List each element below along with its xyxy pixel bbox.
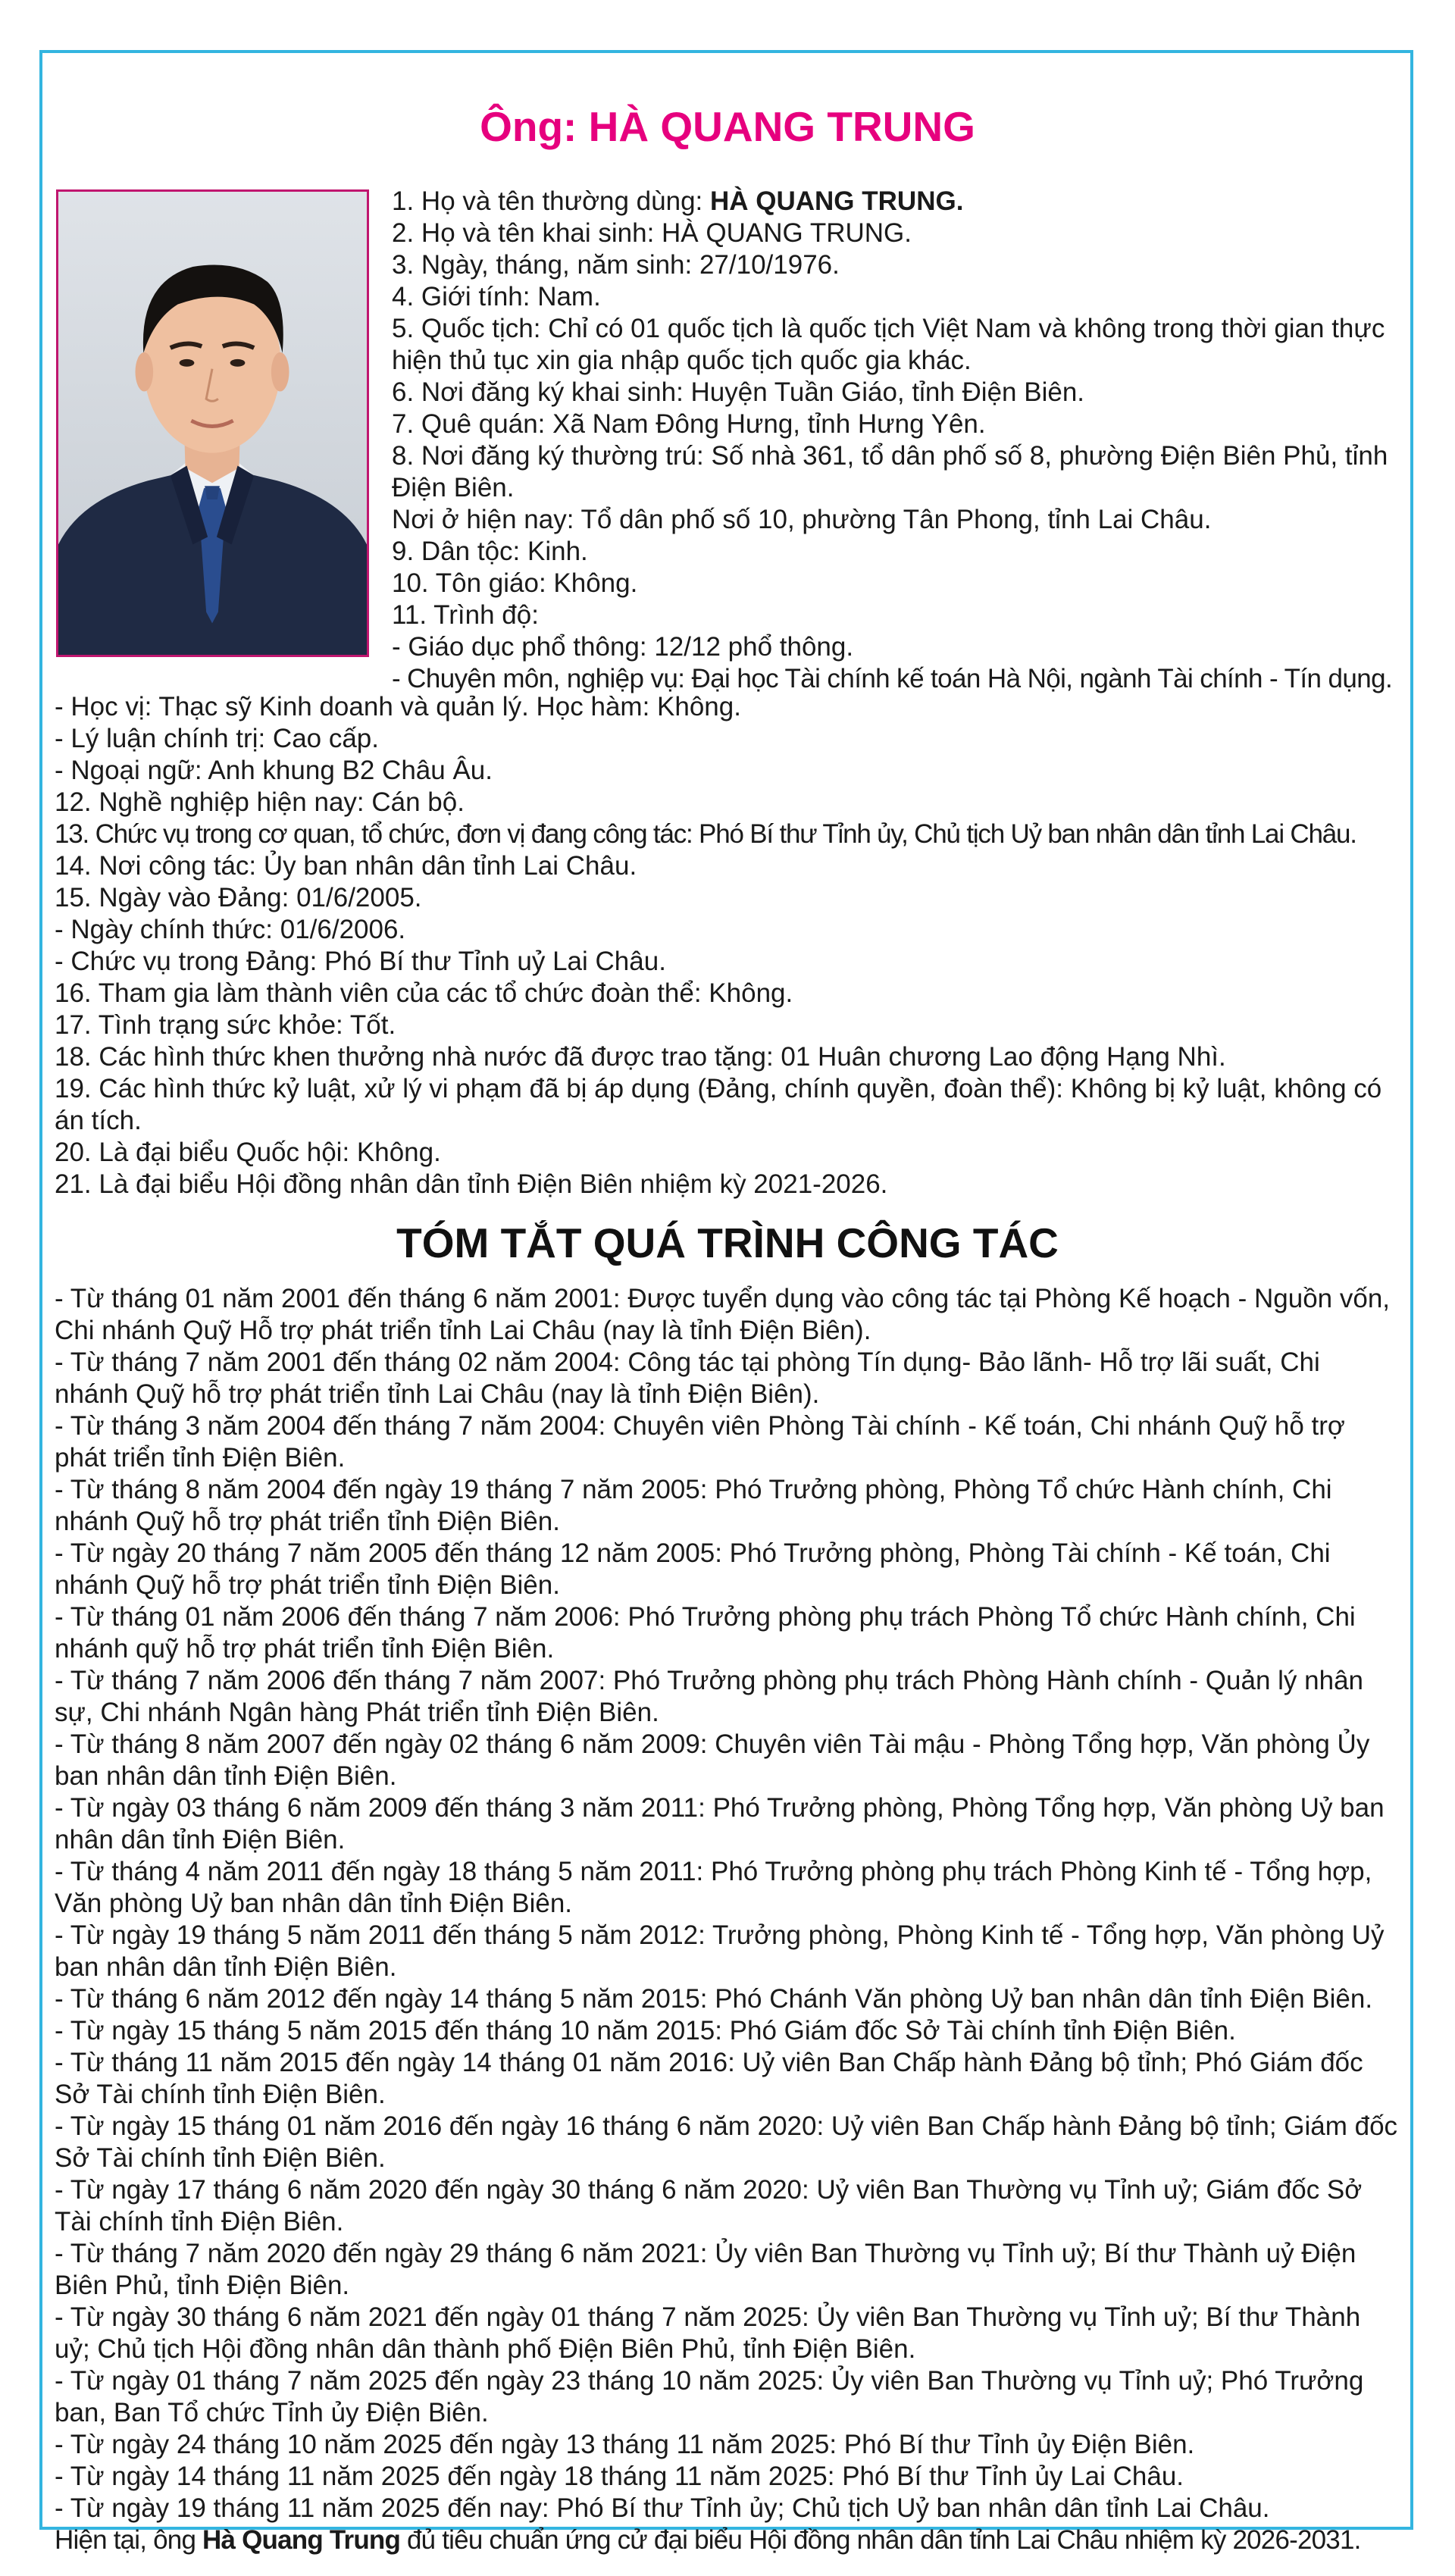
career-item: - Từ ngày 30 tháng 6 năm 2021 đến ngày 01 tháng 7 năm 2025: Ủy viên Ban Thường vụ Tỉnh uỷ; Bí thư Thành uỷ; Chủ tịch Hội đồng nhân dân thành phố Điện Biên Phủ, tỉnh Điện Biên. (55, 2302, 1361, 2364)
info-line-4: 4. Giới tính: Nam. (392, 282, 601, 311)
career-item: - Từ ngày 03 tháng 6 năm 2009 đến tháng 3 năm 2011: Phó Trưởng phòng, Phòng Tổng hợp, Văn phòng Uỷ ban nhân dân tỉnh Điện Biên. (55, 1793, 1385, 1855)
candidate-title: Ông: HÀ QUANG TRUNG (480, 103, 975, 150)
career-item: - Từ tháng 8 năm 2007 đến ngày 02 tháng 6 năm 2009: Chuyên viên Tài mậu - Phòng Tổng hợp, Văn phòng Ủy ban nhân dân tỉnh Điện Biên. (55, 1729, 1370, 1791)
career-item: - Từ ngày 19 tháng 11 năm 2025 đến nay: Phó Bí thư Tỉnh ủy; Chủ tịch Uỷ ban nhân dân tỉnh Lai Châu. (55, 2493, 1270, 2523)
career-item: - Từ tháng 7 năm 2020 đến ngày 29 tháng 6 năm 2021: Ủy viên Ban Thường vụ Tỉnh uỷ; Bí thư Thành uỷ Điện Biên Phủ, tỉnh Điện Biên. (55, 2239, 1356, 2300)
info-line-18: 18. Các hình thức khen thưởng nhà nước đã được trao tặng: 01 Huân chương Lao động Hạng Nhì. (55, 1042, 1226, 1072)
career-item: - Từ ngày 17 tháng 6 năm 2020 đến ngày 30 tháng 6 năm 2020: Uỷ viên Ban Thường vụ Tỉnh uỷ; Giám đốc Sở Tài chính tỉnh Điện Biên. (55, 2175, 1363, 2236)
career-item: - Từ ngày 14 tháng 11 năm 2025 đến ngày 18 tháng 11 năm 2025: Phó Bí thư Tỉnh ủy Lai Châu. (55, 2462, 1184, 2491)
info-line-16: 16. Tham gia làm thành viên của các tổ chức đoàn thể: Không. (55, 978, 793, 1008)
career-item: - Từ tháng 6 năm 2012 đến ngày 14 tháng 5 năm 2015: Phó Chánh Văn phòng Uỷ ban nhân dân tỉnh Điện Biên. (55, 1984, 1373, 2014)
info-line-degree: - Học vị: Thạc sỹ Kinh doanh và quản lý. Học hàm: Không. (55, 692, 741, 721)
info-line-2: 2. Họ và tên khai sinh: HÀ QUANG TRUNG. (392, 218, 912, 248)
career-heading: TÓM TẮT QUÁ TRÌNH CÔNG TÁC (396, 1219, 1059, 1266)
career-item: - Từ tháng 4 năm 2011 đến ngày 18 tháng 5 năm 2011: Phó Trưởng phòng phụ trách Phòng Kinh tế - Tổng hợp, Văn phòng Uỷ ban nhân dân tỉnh Điện Biên. (55, 1857, 1372, 1918)
career-item: - Từ ngày 15 tháng 01 năm 2016 đến ngày 16 tháng 6 năm 2020: Uỷ viên Ban Chấp hành Đảng bộ tỉnh; Giám đốc Sở Tài chính tỉnh Điện Biên. (55, 2111, 1398, 2173)
career-item: - Từ ngày 24 tháng 10 năm 2025 đến ngày 13 tháng 11 năm 2025: Phó Bí thư Tỉnh ủy Điện Biên. (55, 2430, 1195, 2459)
career-item: - Từ tháng 3 năm 2004 đến tháng 7 năm 2004: Chuyên viên Phòng Tài chính - Kế toán, Chi nhánh Quỹ hỗ trợ phát triển tỉnh Điện Biên. (55, 1411, 1345, 1473)
info-line-19: 19. Các hình thức kỷ luật, xử lý vi phạm đã bị áp dụng (Đảng, chính quyền, đoàn thể): Không bị kỷ luật, không có án tích. (55, 1074, 1382, 1135)
info-line-party-position: - Chức vụ trong Đảng: Phó Bí thư Tỉnh uỷ Lai Châu. (55, 947, 666, 976)
info-line-1: 1. Họ và tên thường dùng: HÀ QUANG TRUNG. (392, 186, 964, 216)
info-line-7: 7. Quê quán: Xã Nam Đông Hưng, tỉnh Hưng Yên. (392, 409, 986, 439)
career-item: - Từ tháng 01 năm 2006 đến tháng 7 năm 2006: Phó Trưởng phòng phụ trách Phòng Tổ chức Hành chính, Chi nhánh quỹ hỗ trợ phát triển tỉnh Điện Biên. (55, 1602, 1356, 1664)
career-item: - Từ ngày 20 tháng 7 năm 2005 đến tháng 12 năm 2005: Phó Trưởng phòng, Phòng Tài chính - Kế toán, Chi nhánh Quỹ hỗ trợ phát triển tỉnh Điện Biên. (55, 1538, 1331, 1600)
career-item: - Từ tháng 01 năm 2001 đến tháng 6 năm 2001: Được tuyển dụng vào công tác tại Phòng Kế hoạch - Nguồn vốn, Chi nhánh Quỹ Hỗ trợ phát triển tỉnh Lai Châu (nay là tỉnh Điện Biên). (55, 1284, 1391, 1345)
info-line-general-education: - Giáo dục phổ thông: 12/12 phổ thông. (392, 632, 854, 662)
info-line-20: 20. Là đại biểu Quốc hội: Không. (55, 1138, 441, 1167)
info-line-5: 5. Quốc tịch: Chỉ có 01 quốc tịch là quốc tịch Việt Nam và không trong thời gian thực hiện thủ tục xin gia nhập quốc tịch quốc gia khác. (392, 314, 1385, 375)
info-line-3: 3. Ngày, tháng, năm sinh: 27/10/1976. (392, 250, 840, 280)
career-item: - Từ tháng 7 năm 2001 đến tháng 02 năm 2004: Công tác tại phòng Tín dụng- Bảo lãnh- Hỗ trợ lãi suất, Chi nhánh Quỹ hỗ trợ phát triển tỉnh Lai Châu (nay là tỉnh Điện Biên). (55, 1347, 1320, 1409)
info-line-14: 14. Nơi công tác: Ủy ban nhân dân tỉnh Lai Châu. (55, 851, 637, 881)
portrait-illustration (58, 192, 367, 655)
career-item: - Từ ngày 01 tháng 7 năm 2025 đến ngày 23 tháng 10 năm 2025: Ủy viên Ban Thường vụ Tỉnh uỷ; Phó Trưởng ban, Ban Tổ chức Tỉnh ủy Điện Biên. (55, 2366, 1364, 2427)
portrait-photo (56, 189, 369, 657)
career-summary (55, 1283, 1400, 2556)
info-line-foreign-language: - Ngoại ngữ: Anh khung B2 Châu Âu. (55, 756, 493, 785)
info-line-9: 9. Dân tộc: Kinh. (392, 537, 588, 566)
info-line-8: 8. Nơi đăng ký thường trú: Số nhà 361, tổ dân phố số 8, phường Điện Biên Phủ, tỉnh Điện Biên. (392, 441, 1388, 502)
career-item: - Từ tháng 11 năm 2015 đến ngày 14 tháng 01 năm 2016: Uỷ viên Ban Chấp hành Đảng bộ tỉnh; Phó Giám đốc Sở Tài chính tỉnh Điện Biên. (55, 2048, 1363, 2109)
info-line-10: 10. Tôn giáo: Không. (392, 568, 638, 598)
info-line-11: 11. Trình độ: (392, 600, 539, 630)
career-item: - Từ tháng 8 năm 2004 đến ngày 19 tháng 7 năm 2005: Phó Trưởng phòng, Phòng Tổ chức Hành chính, Chi nhánh Quỹ hỗ trợ phát triển tỉnh Điện Biên. (55, 1475, 1332, 1536)
info-line-13: 13. Chức vụ trong cơ quan, tổ chức, đơn vị đang công tác: Phó Bí thư Tỉnh ủy, Chủ tịch Uỷ ban nhân dân tỉnh Lai Châu. (55, 819, 1356, 849)
career-item: - Từ tháng 7 năm 2006 đến tháng 7 năm 2007: Phó Trưởng phòng phụ trách Phòng Hành chính - Quản lý nhân sự, Chi nhánh Ngân hàng Phát triển tỉnh Điện Biên. (55, 1666, 1364, 1727)
personal-info-top (392, 186, 1393, 695)
info-line-specialization: - Chuyên môn, nghiệp vụ: Đại học Tài chính kế toán Hà Nội, ngành Tài chính - Tín dụng. (392, 664, 1393, 693)
closing-statement: Hiện tại, ông Hà Quang Trung đủ tiêu chuẩn ứng cử đại biểu Hội đồng nhân dân tỉnh Lai Châu nhiệm kỳ 2026-2031. (55, 2525, 1361, 2555)
info-line-current-residence: Nơi ở hiện nay: Tổ dân phố số 10, phường Tân Phong, tỉnh Lai Châu. (392, 505, 1212, 534)
info-line-21: 21. Là đại biểu Hội đồng nhân dân tỉnh Điện Biên nhiệm kỳ 2021-2026. (55, 1169, 888, 1199)
info-line-17: 17. Tình trạng sức khỏe: Tốt. (55, 1010, 396, 1040)
info-line-political-theory: - Lý luận chính trị: Cao cấp. (55, 724, 379, 753)
info-line-official-date: - Ngày chính thức: 01/6/2006. (55, 915, 406, 944)
info-line-6: 6. Nơi đăng ký khai sinh: Huyện Tuần Giáo, tỉnh Điện Biên. (392, 377, 1085, 407)
info-line-15: 15. Ngày vào Đảng: 01/6/2005. (55, 883, 422, 912)
career-item: - Từ ngày 15 tháng 5 năm 2015 đến tháng 10 năm 2015: Phó Giám đốc Sở Tài chính tỉnh Điện Biên. (55, 2016, 1236, 2045)
personal-info-bottom (55, 691, 1400, 1200)
career-item: - Từ ngày 19 tháng 5 năm 2011 đến tháng 5 năm 2012: Trưởng phòng, Phòng Kinh tế - Tổng hợp, Văn phòng Uỷ ban nhân dân tỉnh Điện Biên. (55, 1920, 1385, 1982)
info-line-12: 12. Nghề nghiệp hiện nay: Cán bộ. (55, 787, 465, 817)
